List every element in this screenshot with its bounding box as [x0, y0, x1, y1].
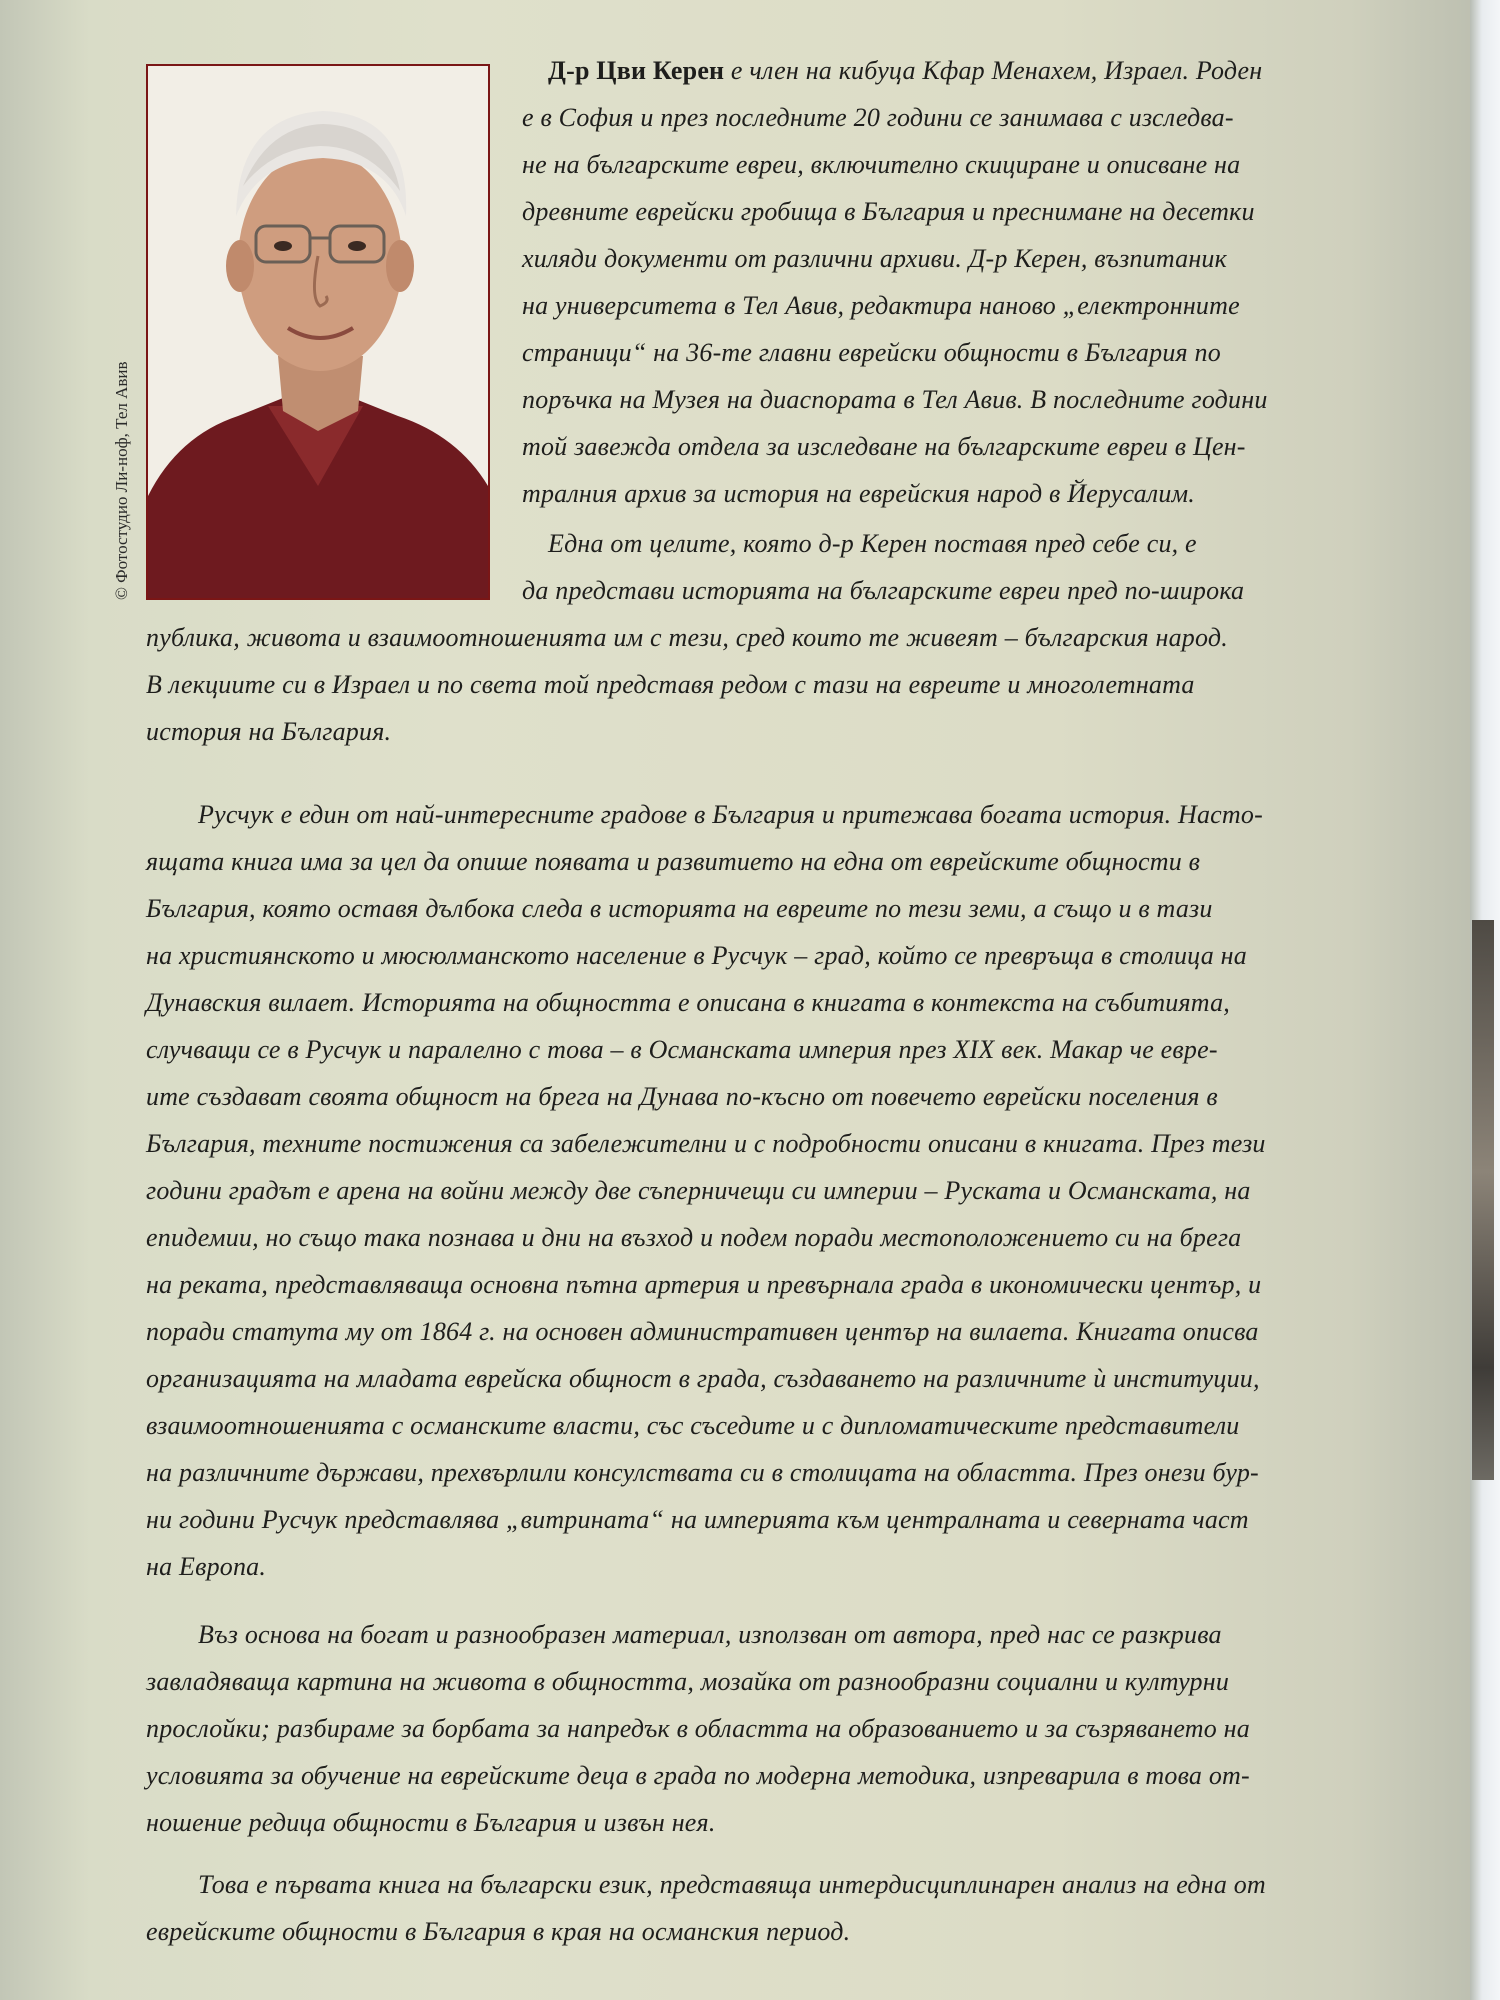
- bio-line: да представи историята на българските евреи пред по-широка: [522, 576, 1245, 605]
- body-line: България, която оставя дълбока следа в историята на евреите по тези земи, а също и в тази: [146, 894, 1213, 923]
- adjacent-book-spine: [1472, 920, 1494, 1480]
- body-line: епидемии, но също така познава и дни на възход и подем поради местоположението си на брега: [146, 1223, 1242, 1252]
- bio-line-text: е член на кибуца Кфар Менахем, Израел. Роден: [724, 56, 1263, 85]
- body-line: условията за обучение на еврейските деца в града по модерна методика, изпреварила в това от-: [146, 1761, 1250, 1790]
- bio-line: тралния архив за история на еврейския народ в Йерусалим.: [522, 479, 1196, 508]
- photo-credit: © Фотостудио Ли-ноф, Тел Авив: [112, 361, 131, 600]
- bio-line: публика, живота и взаимоотношенията им с тези, сред които те живеят – българския народ.: [146, 623, 1228, 652]
- body-line: ящата книга има за цел да опише появата и развитието на една от еврейските общности в: [146, 847, 1201, 876]
- body-line: Това е първата книга на български език, представяща интердисциплинарен анализ на една от: [198, 1870, 1266, 1899]
- bio-line: на университета в Тел Авив, редактира наново „електронните: [522, 291, 1240, 320]
- body-line: на различните държави, прехвърлили консулствата си в столицата на областта. През онези бур-: [146, 1458, 1259, 1487]
- body-line: взаимоотношенията с османските власти, със съседите и с дипломатическите представители: [146, 1411, 1240, 1440]
- body-line: ите създават своята общност на брега на Дунава по-късно от повечето еврейски поселения в: [146, 1082, 1218, 1111]
- body-line: Русчук е един от най-интересните градове в България и притежава богата история. Насто-: [198, 800, 1263, 829]
- bio-line: той завежда отдела за изследване на българските евреи в Цен-: [522, 432, 1246, 461]
- body-line: случващи се в Русчук и паралелно с това – в Османската империя през XIX век. Макар че евре-: [146, 1035, 1218, 1064]
- author-name: Д-р Цви Керен: [548, 56, 725, 85]
- bio-line: е в София и през последните 20 години се занимава с изследва-: [522, 103, 1234, 132]
- body-line: Дунавския вилает. Историята на общността е описана в книгата в контекста на събитията,: [146, 988, 1230, 1017]
- body-line: ношение редица общности в България и извън нея.: [146, 1808, 716, 1837]
- body-line: България, техните постижения са забележителни и с подробности описани в книгата. През тези: [146, 1129, 1266, 1158]
- body-line: завладяваща картина на живота в общността, мозайка от разнообразни социални и културни: [146, 1667, 1230, 1696]
- bio-line: поръчка на Музея на диаспората в Тел Авив. В последните години: [522, 385, 1268, 414]
- body-line: години градът е арена на войни между две съперничещи си империи – Руската и Османската, на: [146, 1176, 1251, 1205]
- bio-line: страници“ на 36-те главни еврейски общности в България по: [522, 338, 1221, 367]
- author-portrait: [148, 66, 488, 598]
- bio-line: хиляди документи от различни архиви. Д-р Керен, възпитаник: [522, 244, 1227, 273]
- bio-line: [548, 56, 1262, 86]
- body-line: прослойки; разбираме за борбата за напредък в областта на образованието и за съзряването на: [146, 1714, 1250, 1743]
- body-line: организацията на младата еврейска общност в града, създаването на различните ѝ институции,: [146, 1364, 1260, 1393]
- body-line: на реката, представляваща основна пътна артерия и превърнала града в икономически център, и: [146, 1270, 1262, 1299]
- body-line: еврейските общности в България в края на османския период.: [146, 1917, 851, 1946]
- bio-line: древните еврейски гробища в България и преснимане на десетки: [522, 197, 1255, 226]
- bio-line: В лекциите си в Израел и по света той представя редом с тази на евреите и многолетната: [146, 670, 1195, 699]
- bio-line: история на България.: [146, 717, 392, 746]
- author-photo: [146, 64, 490, 600]
- body-line: ни години Русчук представлява „витрината“ на империята към централната и северната част: [146, 1505, 1249, 1534]
- bio-line: не на българските евреи, включително скициране и описване на: [522, 150, 1241, 179]
- body-line: на Европа.: [146, 1552, 267, 1581]
- body-line: поради статута му от 1864 г. на основен административен център на вилаета. Книгата описва: [146, 1317, 1259, 1346]
- bio-line: Една от целите, която д-р Керен поставя пред себе си, е: [548, 529, 1197, 558]
- body-line: на християнското и мюсюлманското население в Русчук – град, който се превръща в столица на: [146, 941, 1247, 970]
- body-line: Въз основа на богат и разнообразен материал, използван от автора, пред нас се разкрива: [198, 1620, 1222, 1649]
